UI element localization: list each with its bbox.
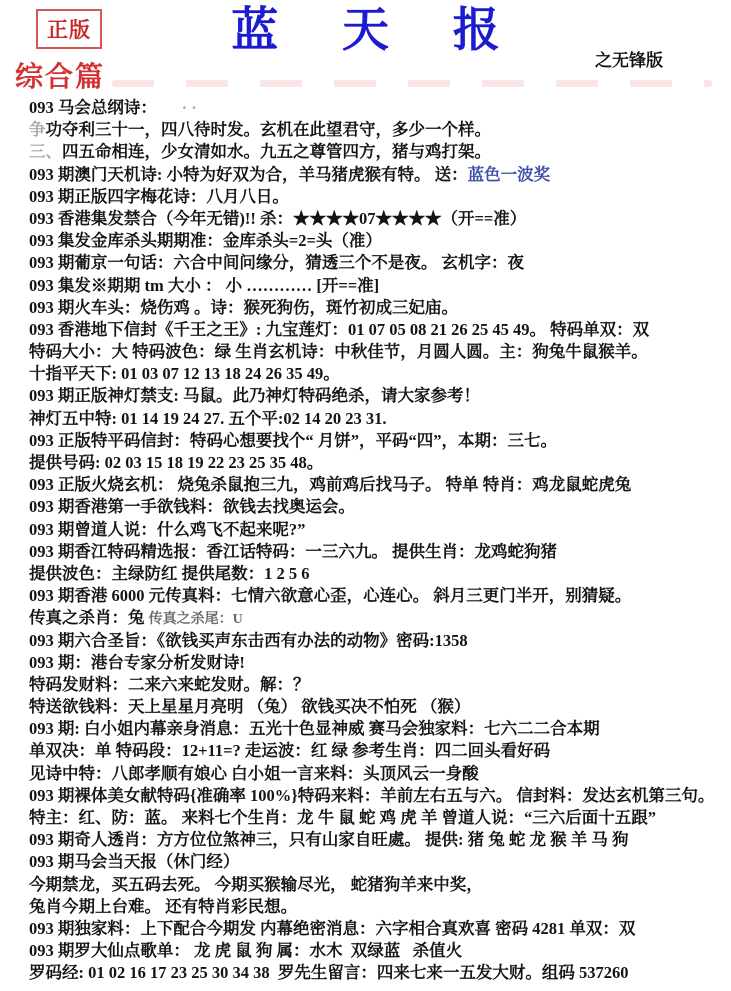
text-line — [29, 763, 727, 785]
text-line — [29, 341, 727, 363]
text-segment: 093 马会总纲诗： — [29, 98, 149, 117]
text-segment: 093 期独家料：上下配合今期发 内幕绝密消息：六字相合真欢喜 密码 4281 单双：双 — [29, 918, 636, 938]
text-line — [29, 541, 727, 563]
text-line — [29, 119, 727, 141]
text-segment: 提供号码: 02 03 15 18 19 22 23 25 35 48。 — [29, 453, 324, 472]
text-segment: 093 期：港台专家分析发财诗! — [29, 652, 245, 672]
text-line — [29, 874, 727, 896]
text-line — [29, 496, 727, 518]
text-line — [29, 252, 727, 274]
text-segment: 093 期六合圣旨：《欲钱买声东击西有办法的动物》密码:1358 — [29, 630, 468, 650]
text-line — [29, 141, 727, 163]
text-segment: 特码发财料：二来六来蛇发财。解：？ — [29, 674, 310, 694]
text-line — [29, 519, 727, 541]
text-segment: 093 集发金库杀头期期准：金库杀头=2=头（准） — [29, 231, 382, 251]
text-line — [29, 319, 727, 341]
text-segment: 特码大小：大 特码波色：绿 生肖玄机诗：中秋佳节，月圆人圆。主：狗兔牛鼠猴羊。 — [29, 342, 648, 362]
text-segment: 三、 — [29, 142, 62, 162]
text-line — [29, 962, 727, 984]
text-line — [29, 408, 727, 430]
text-segment: 十指平天下: 01 03 07 12 13 18 24 26 35 49。 — [29, 364, 340, 384]
text-line — [29, 652, 727, 674]
text-line — [29, 563, 727, 585]
page-title: 蓝 天 报 — [231, 5, 526, 57]
text-line — [29, 164, 727, 186]
text-segment: 093 正版特平码信封：特码心想要找个“ 月饼”，平码“四”，本期：三七。 — [29, 430, 557, 450]
text-segment: 093 期曾道人说：什么鸡飞不起来呢?” — [29, 519, 306, 539]
text-segment: 093 香港地下信封《千王之王》: 九宝莲灯：01 07 05 08 21 26 25 45 49。 特码单双：双 — [29, 319, 650, 339]
text-line — [29, 740, 727, 762]
text-segment: 093 期葡京一句话：六合中间问缘分，猜透三个不是夜。 玄机字：夜 — [29, 253, 524, 273]
text-segment: 093 期香港 6000 元传真料：七情六欲意心歪，心连心。 斜月三更门半开，别猜疑。 — [29, 586, 632, 606]
text-line — [29, 297, 727, 319]
text-line — [29, 208, 727, 230]
text-segment: 神灯五中特: 01 14 19 24 27. 五个平:02 14 20 23 31. — [29, 408, 387, 428]
text-segment: 093 期正版四字梅花诗：八月八日。 — [29, 186, 289, 206]
text-segment: 提供波色：主绿防红 提供尾数：1 2 5 6 — [29, 563, 310, 583]
text-segment: 见诗中特：八郎孝顺有娘心 白小姐一言来料：头顶风云一身酸 — [29, 763, 479, 783]
text-segment: 争 — [29, 120, 46, 140]
text-line — [29, 186, 727, 208]
text-segment: 093 期香港第一手欲钱料：欲钱去找奥运会。 — [29, 497, 355, 517]
authentic-badge: 正版 — [36, 9, 102, 49]
text-line — [29, 918, 727, 940]
text-segment: 093 期马会当天报（休门经） — [29, 852, 240, 872]
text-segment: 093 香港集发禁合（今年无错)!! 杀：★★★★07★★★★（开==准） — [29, 208, 527, 228]
text-segment: 093 期罗大仙点歌单： 龙 虎 鼠 狗 属：水木 双绿蓝 杀值火 — [29, 941, 463, 961]
text-segment: 单双决：单 特码段：12+11=? 走运波：红 绿 参考生肖：四二回头看好码 — [29, 741, 551, 761]
text-line — [29, 696, 727, 718]
text-segment: 今期禁龙，买五码去死。 今期买猴输尽光， 蛇猪狗羊来中奖， — [29, 874, 483, 894]
text-line — [29, 97, 727, 119]
text-line — [29, 851, 727, 873]
text-line — [29, 940, 727, 962]
text-line — [29, 275, 727, 297]
text-line — [29, 896, 727, 918]
text-segment: 093 期: 白小姐内幕亲身消息：五光十色显神威 赛马会独家料：七六二二合本期 — [29, 719, 600, 739]
section-heading: 综合篇 — [15, 62, 106, 93]
text-line — [29, 718, 727, 740]
text-segment: 传真之杀尾：U — [148, 612, 243, 628]
edition-label: 之无锋版 — [595, 51, 663, 70]
text-segment: 093 正版火烧玄机： 烧兔杀鼠抱三九，鸡前鸡后找马子。 特单 特肖：鸡龙鼠蛇虎兔 — [29, 475, 632, 495]
text-line — [29, 363, 727, 385]
text-line — [29, 807, 727, 829]
content-lines — [29, 97, 727, 985]
text-line — [29, 829, 727, 851]
text-segment: 蓝色一波奖 — [467, 164, 551, 184]
text-line — [29, 452, 727, 474]
text-segment: 罗码经: 01 02 16 17 23 25 30 34 38 罗先生留言：四来七来一五发大财。组码 537260 — [29, 963, 629, 983]
text-segment: 传真之杀肖：兔 — [29, 608, 149, 628]
text-line — [29, 674, 727, 696]
text-segment: 093 集发※期期 tm 大小 ： 小 ………… [开==准] — [29, 275, 380, 295]
text-segment: 093 期香江特码精选报：香江话特码：一三六九。 提供生肖：龙鸡蛇狗猪 — [29, 541, 557, 561]
text-line — [29, 630, 727, 652]
text-segment: 093 期火车头：烧伤鸡 。诗：猴死狗伤，斑竹初成三妃庙。 — [29, 297, 458, 317]
text-segment: 093 期奇人透肖：方方位位煞神三，只有山家自旺處。 提供: 猪 兔 蛇 龙 猴 羊 马 狗 — [29, 830, 629, 850]
text-segment: · · — [148, 98, 197, 117]
text-line — [29, 430, 727, 452]
text-segment: 四五命相连，少女清如水。九五之尊管四方，猪与鸡打架。 — [62, 142, 491, 162]
text-segment: 093 期裸体美女献特码{准确率 100%}特码来料：羊前左右五与六。 信封料：发达玄机第三句。 — [29, 785, 715, 805]
text-line — [29, 607, 727, 629]
text-segment: 093 期正版神灯禁支: 马鼠。此乃神灯特码绝杀，请大家参考！ — [29, 386, 480, 406]
text-segment: 093 期澳门天机诗: 小特为好双为合，羊马猪虎猴有特。 送： — [29, 164, 468, 184]
text-line — [29, 230, 727, 252]
text-line — [29, 585, 727, 607]
text-segment: 兔肖今期上台难。 还有特肖彩民想。 — [29, 896, 298, 916]
text-line — [29, 385, 727, 407]
text-segment: 特主：红、防：蓝。 来料七个生肖：龙 牛 鼠 蛇 鸡 虎 羊 曾道人说：“三六后面十五跟” — [29, 808, 656, 827]
text-segment: 功夺利三十一，四八待时发。玄机在此望君守，多少一个样。 — [45, 120, 491, 140]
faded-divider-line — [112, 80, 712, 87]
text-line — [29, 785, 727, 807]
text-segment: 特送欲钱料：天上星星月亮明 （兔） 欲钱买决不怕死 （猴） — [29, 697, 471, 717]
text-line — [29, 474, 727, 496]
